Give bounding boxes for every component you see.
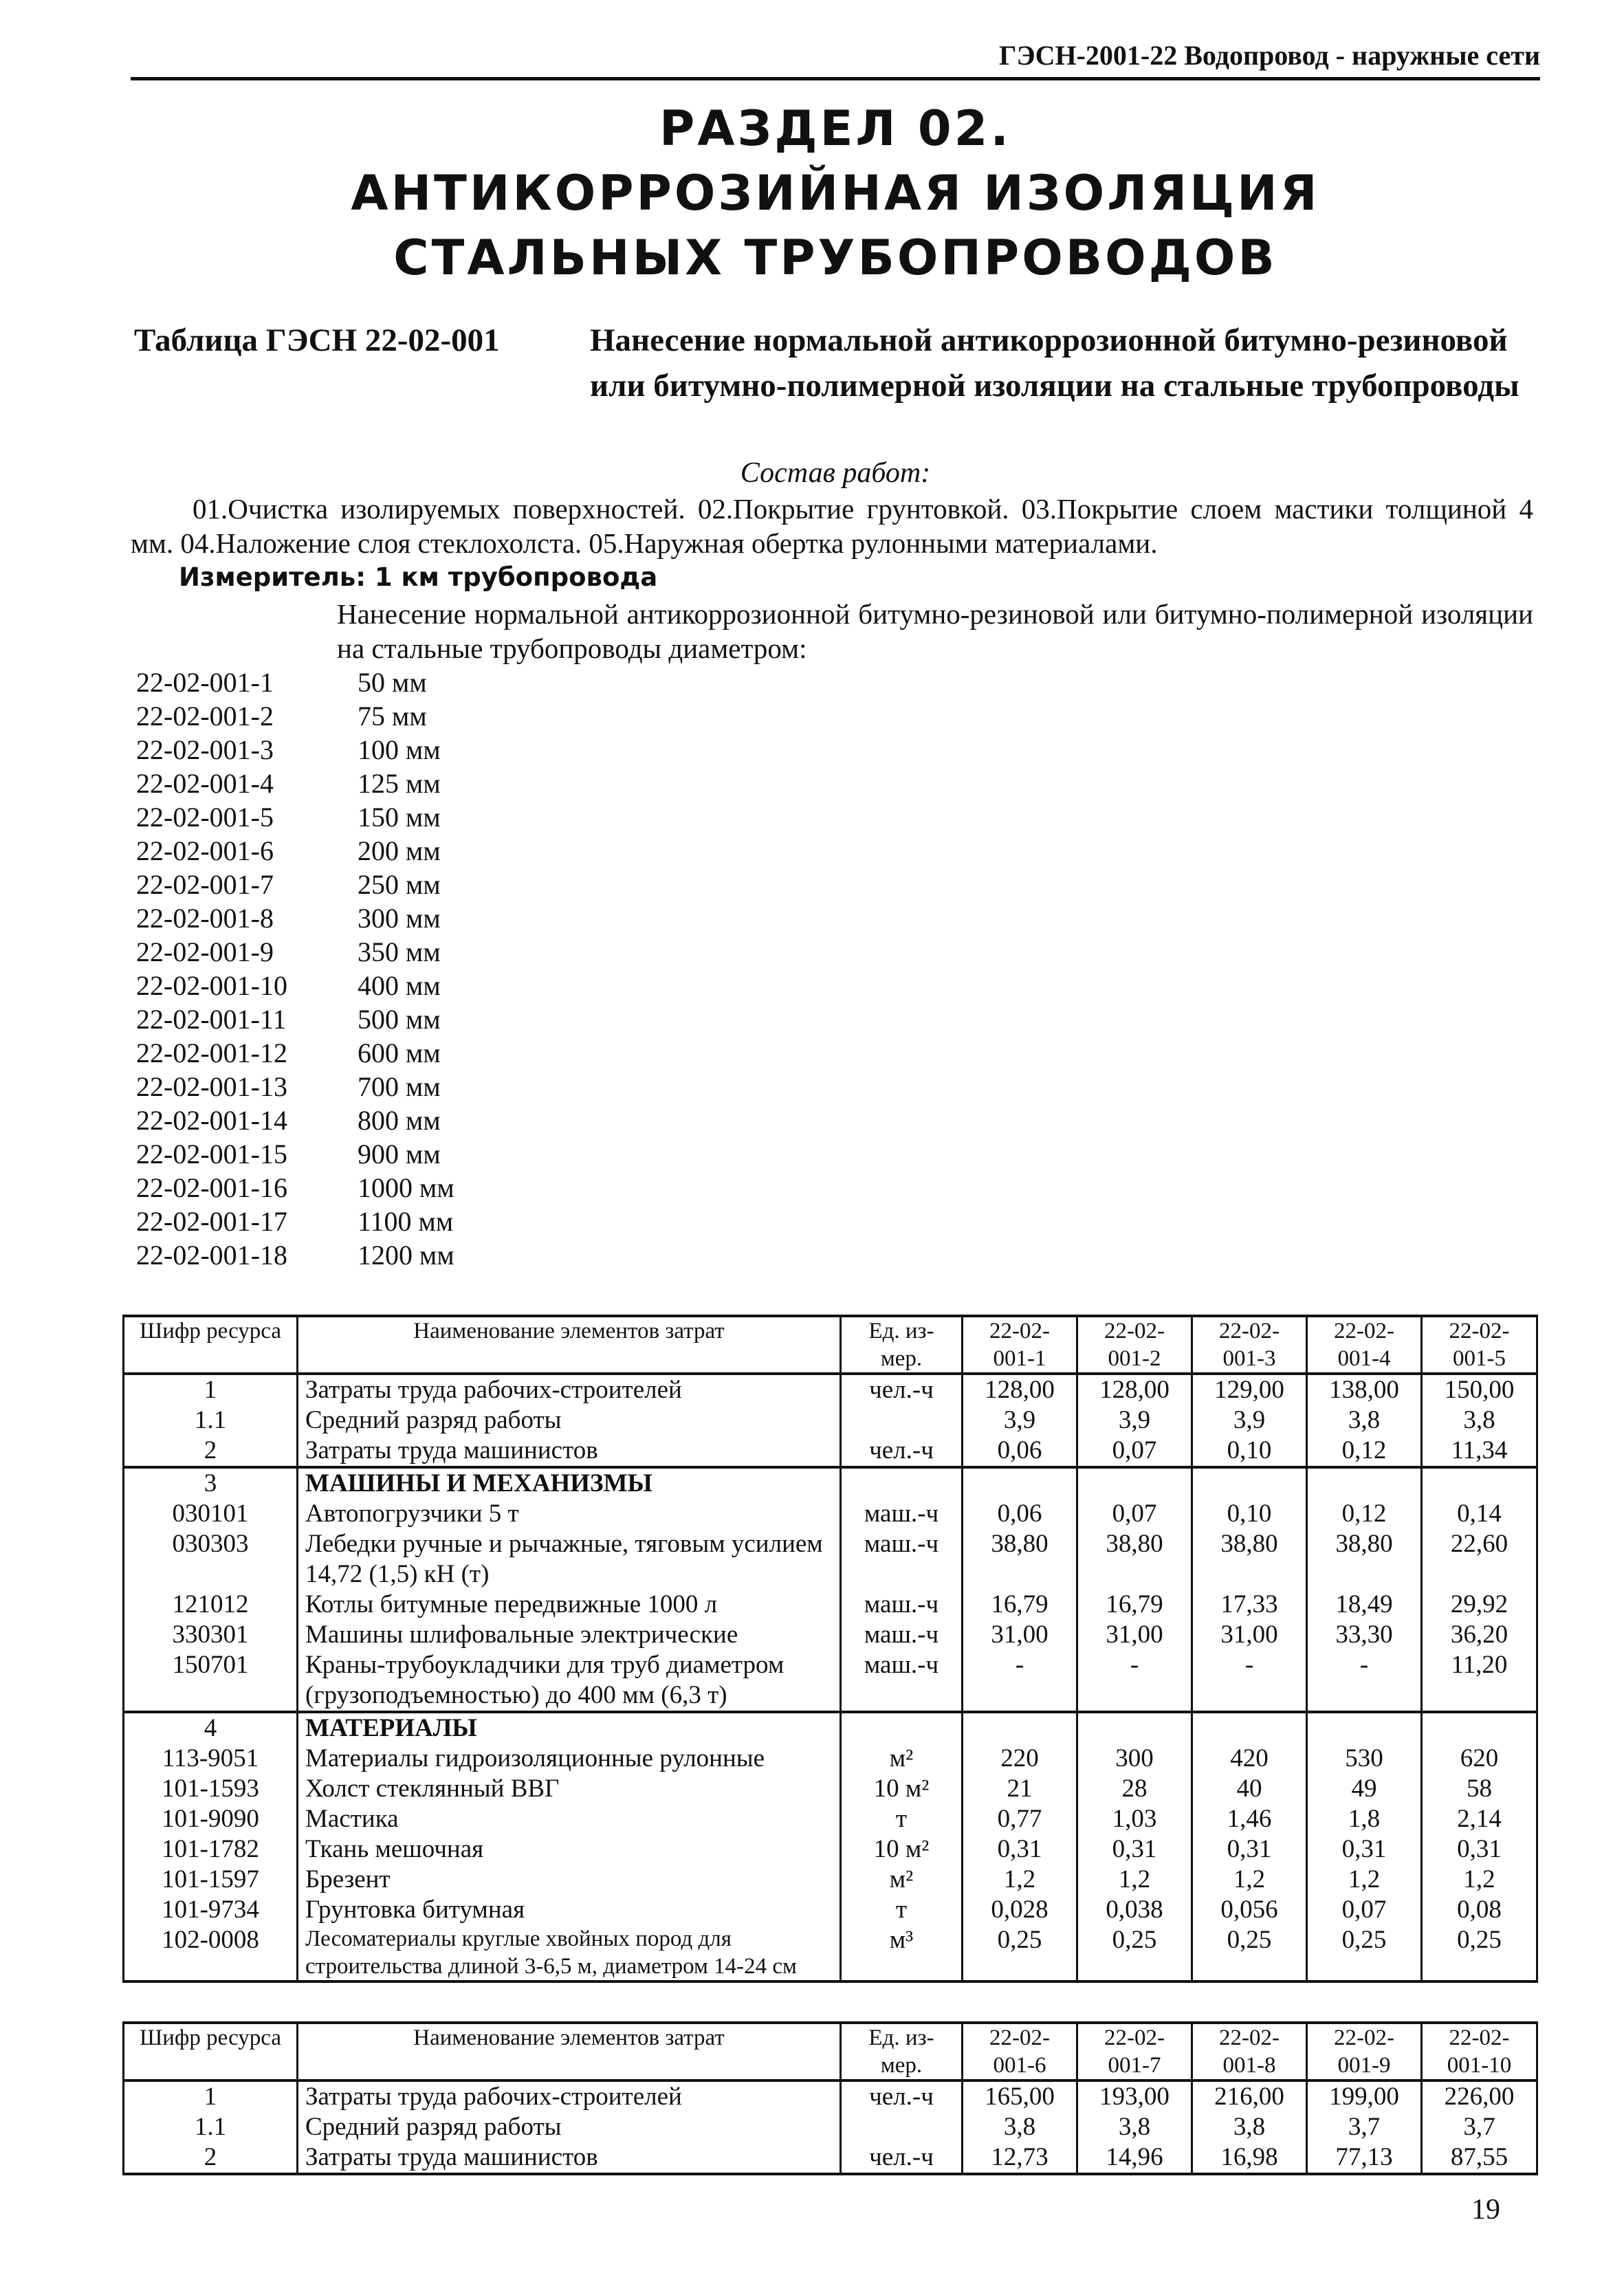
norm-value: - xyxy=(1192,1650,1307,1712)
composition-text: 01.Очистка изолируемых поверхностей. 02.Покрытие грунтовкой. 03.Покрытие слоем мастики толщиной 4 мм. 04.Наложение слоя стеклохолста. 05.Наружная обертка рулонными материалами. xyxy=(131,493,1533,559)
cost-element: МАШИНЫ И МЕХАНИЗМЫ xyxy=(298,1467,841,1499)
code-list xyxy=(136,666,686,1272)
norm-value: 3,9 xyxy=(1192,1405,1307,1436)
resource-code: 101-1597 xyxy=(124,1865,298,1895)
pipe-diameter: 300 мм xyxy=(358,903,441,934)
pipe-diameter: 1100 мм xyxy=(358,1206,454,1237)
pipe-diameter: 100 мм xyxy=(358,734,441,765)
table-header-row xyxy=(124,1316,1537,1374)
unit: маш.-ч xyxy=(841,1620,963,1650)
norm-value: 3,7 xyxy=(1422,2112,1537,2142)
norm-value: 3,8 xyxy=(1192,2112,1307,2142)
norm-value xyxy=(1422,1467,1537,1499)
norm-value: 0,31 xyxy=(1192,1834,1307,1865)
norm-value: 11,34 xyxy=(1422,1436,1537,1467)
pipe-diameter: 700 мм xyxy=(358,1071,441,1102)
code-number: 22-02-001-13 xyxy=(136,1071,287,1102)
norm-value: 1,2 xyxy=(1077,1865,1192,1895)
table-header-row xyxy=(124,2023,1537,2080)
column-header: 22-02-001-5 xyxy=(1422,1316,1537,1374)
norm-value: 0,31 xyxy=(1422,1834,1537,1865)
resource-code: 1 xyxy=(124,1374,298,1405)
code-number: 22-02-001-14 xyxy=(136,1105,287,1136)
pipe-diameter: 350 мм xyxy=(358,936,441,967)
column-header: 22-02-001-7 xyxy=(1077,2023,1192,2080)
unit: м² xyxy=(841,1865,963,1895)
table-row xyxy=(124,1865,1537,1895)
cost-element: Затраты труда рабочих-строителей xyxy=(298,2080,841,2112)
table-row xyxy=(124,1374,1537,1405)
norm-value: 165,00 xyxy=(963,2080,1077,2112)
norm-value: 36,20 xyxy=(1422,1620,1537,1650)
norm-value: 216,00 xyxy=(1192,2080,1307,2112)
norm-value: 58 xyxy=(1422,1774,1537,1804)
norm-value: 0,77 xyxy=(963,1804,1077,1834)
norm-value: 3,9 xyxy=(1077,1405,1192,1436)
table-row xyxy=(124,1405,1537,1436)
codes-intro: Нанесение нормальной антикоррозионной битумно-резиновой или битумно-полимерной изоляции на стальные трубопроводы диаметром: xyxy=(337,598,1533,664)
pipe-diameter: 200 мм xyxy=(358,835,441,866)
cost-element: Затраты труда рабочих-строителей xyxy=(298,1374,841,1405)
code-number: 22-02-001-8 xyxy=(136,903,274,934)
unit: чел.-ч xyxy=(841,1374,963,1405)
pipe-diameter: 900 мм xyxy=(358,1139,441,1170)
norm-value: 1,2 xyxy=(963,1865,1077,1895)
code-number: 22-02-001-6 xyxy=(136,835,274,866)
norm-value: 3,8 xyxy=(1422,1405,1537,1436)
norm-value: 0,12 xyxy=(1307,1436,1422,1467)
cost-element: Машины шлифовальные электрические xyxy=(298,1620,841,1650)
resource-code: 102-0008 xyxy=(124,1925,298,1981)
code-list-item xyxy=(136,666,686,699)
table-row xyxy=(124,1895,1537,1925)
code-list-item xyxy=(136,1103,686,1137)
norm-value: 0,12 xyxy=(1307,1499,1422,1529)
running-header: ГЭСН-2001-22 Водопровод - наружные сети xyxy=(131,34,1540,80)
resource-code: 101-1782 xyxy=(124,1834,298,1865)
code-list-item xyxy=(136,1171,686,1205)
unit: маш.-ч xyxy=(841,1499,963,1529)
norm-value: 1,2 xyxy=(1192,1865,1307,1895)
unit: м² xyxy=(841,1744,963,1774)
norm-value: 1,2 xyxy=(1422,1865,1537,1895)
unit: маш.-ч xyxy=(841,1529,963,1590)
resource-code: 1.1 xyxy=(124,2112,298,2142)
section-title-line-3: СТАЛЬНЫХ ТРУБОПРОВОДОВ xyxy=(393,230,1277,286)
unit: маш.-ч xyxy=(841,1650,963,1712)
column-header: Ед. из-мер. xyxy=(841,2023,963,2080)
norm-value: 3,8 xyxy=(963,2112,1077,2142)
resource-code: 030303 xyxy=(124,1529,298,1590)
cost-element: Котлы битумные передвижные 1000 л xyxy=(298,1590,841,1620)
unit: чел.-ч xyxy=(841,2142,963,2174)
cost-element: Лесоматериалы круглые хвойных пород для строительства длиной 3-6,5 м, диаметром 14-24 см xyxy=(298,1925,841,1981)
norm-value: 220 xyxy=(963,1744,1077,1774)
unit xyxy=(841,2112,963,2142)
norm-value: 3,7 xyxy=(1307,2112,1422,2142)
norm-value: 0,028 xyxy=(963,1895,1077,1925)
table-row xyxy=(124,1620,1537,1650)
norm-value: 0,07 xyxy=(1307,1895,1422,1925)
code-number: 22-02-001-15 xyxy=(136,1139,287,1170)
norm-value: 38,80 xyxy=(1192,1529,1307,1590)
resource-code: 2 xyxy=(124,1436,298,1467)
norm-value: 620 xyxy=(1422,1744,1537,1774)
table-row xyxy=(124,1529,1537,1590)
norm-value: 16,79 xyxy=(963,1590,1077,1620)
table-row xyxy=(124,2142,1537,2174)
cost-element: Затраты труда машинистов xyxy=(298,1436,841,1467)
norm-value xyxy=(1077,1467,1192,1499)
norm-value: 128,00 xyxy=(1077,1374,1192,1405)
column-header: 22-02-001-9 xyxy=(1307,2023,1422,2080)
resource-code: 101-9734 xyxy=(124,1895,298,1925)
norm-value: 21 xyxy=(963,1774,1077,1804)
norm-value xyxy=(1307,1467,1422,1499)
norm-value: 1,03 xyxy=(1077,1804,1192,1834)
norm-value: 40 xyxy=(1192,1774,1307,1804)
table-row xyxy=(124,1590,1537,1620)
norm-value xyxy=(1192,1712,1307,1744)
cost-element: Затраты труда машинистов xyxy=(298,2142,841,2174)
unit xyxy=(841,1467,963,1499)
table-row xyxy=(124,1925,1537,1981)
norm-value: 1,46 xyxy=(1192,1804,1307,1834)
norm-value: 33,30 xyxy=(1307,1620,1422,1650)
cost-element: Автопогрузчики 5 т xyxy=(298,1499,841,1529)
norm-value: 0,14 xyxy=(1422,1499,1537,1529)
table-row xyxy=(124,1744,1537,1774)
composition-label: Состав работ: xyxy=(740,457,931,489)
norm-value: 29,92 xyxy=(1422,1590,1537,1620)
column-header: 22-02-001-8 xyxy=(1192,2023,1307,2080)
code-number: 22-02-001-12 xyxy=(136,1037,287,1068)
measure-unit: Измеритель: 1 км трубопровода xyxy=(179,562,658,592)
norm-value: 77,13 xyxy=(1307,2142,1422,2174)
code-list-item xyxy=(136,969,686,1002)
norm-value: 150,00 xyxy=(1422,1374,1537,1405)
resource-code: 030101 xyxy=(124,1499,298,1529)
norm-value: 28 xyxy=(1077,1774,1192,1804)
column-header: Шифр ресурса xyxy=(124,2023,298,2080)
norm-value: 87,55 xyxy=(1422,2142,1537,2174)
norm-value: 0,31 xyxy=(1077,1834,1192,1865)
resource-table-2 xyxy=(122,2021,1538,2175)
pipe-diameter: 600 мм xyxy=(358,1037,441,1068)
pipe-diameter: 500 мм xyxy=(358,1004,441,1035)
unit: м³ xyxy=(841,1925,963,1981)
norm-value: 49 xyxy=(1307,1774,1422,1804)
norm-value: 11,20 xyxy=(1422,1650,1537,1712)
unit: т xyxy=(841,1895,963,1925)
section-title-line-1: РАЗДЕЛ 02. xyxy=(659,100,1011,157)
resource-code: 113-9051 xyxy=(124,1744,298,1774)
norm-value: 3,8 xyxy=(1077,2112,1192,2142)
norm-value: 0,25 xyxy=(1077,1925,1192,1981)
table-row xyxy=(124,1650,1537,1712)
table-row xyxy=(124,1774,1537,1804)
norm-value: - xyxy=(1077,1650,1192,1712)
code-list-item xyxy=(136,901,686,935)
pipe-diameter: 400 мм xyxy=(358,970,441,1001)
code-list-item xyxy=(136,1238,686,1272)
code-list-item xyxy=(136,1070,686,1103)
norm-value: 420 xyxy=(1192,1744,1307,1774)
table-title: Нанесение нормальной антикоррозионной битумно-резиновой или битумно-полимерной изоляции на стальные трубопроводы xyxy=(590,322,1519,404)
code-list-item xyxy=(136,767,686,800)
resource-code: 330301 xyxy=(124,1620,298,1650)
norm-value: - xyxy=(1307,1650,1422,1712)
resource-code: 150701 xyxy=(124,1650,298,1712)
table-row xyxy=(124,2112,1537,2142)
norm-value: 193,00 xyxy=(1077,2080,1192,2112)
norm-value: 1,8 xyxy=(1307,1804,1422,1834)
norm-value: 0,25 xyxy=(1422,1925,1537,1981)
cost-element: Средний разряд работы xyxy=(298,1405,841,1436)
cost-element: Материалы гидроизоляционные рулонные xyxy=(298,1744,841,1774)
norm-value: 16,79 xyxy=(1077,1590,1192,1620)
norm-value: 3,8 xyxy=(1307,1405,1422,1436)
code-list-item xyxy=(136,935,686,969)
norm-value: 226,00 xyxy=(1422,2080,1537,2112)
norm-value: 31,00 xyxy=(1077,1620,1192,1650)
resource-code: 1.1 xyxy=(124,1405,298,1436)
table-row xyxy=(124,1499,1537,1529)
resource-code: 101-1593 xyxy=(124,1774,298,1804)
norm-value: 38,80 xyxy=(1307,1529,1422,1590)
unit: 10 м² xyxy=(841,1834,963,1865)
norm-value: 12,73 xyxy=(963,2142,1077,2174)
table-row xyxy=(124,2080,1537,2112)
norm-value: 530 xyxy=(1307,1744,1422,1774)
page-number: 19 xyxy=(1471,2194,1500,2226)
norm-value: 0,25 xyxy=(963,1925,1077,1981)
column-header: 22-02-001-3 xyxy=(1192,1316,1307,1374)
code-number: 22-02-001-9 xyxy=(136,936,274,967)
code-list-item xyxy=(136,868,686,901)
norm-value: - xyxy=(963,1650,1077,1712)
cost-element: Брезент xyxy=(298,1865,841,1895)
section-title-line-2: АНТИКОРРОЗИЙНАЯ ИЗОЛЯЦИЯ xyxy=(351,165,1320,221)
code-list-item xyxy=(136,1036,686,1070)
pipe-diameter: 1200 мм xyxy=(358,1240,454,1271)
norm-value: 199,00 xyxy=(1307,2080,1422,2112)
code-list-item xyxy=(136,1002,686,1036)
norm-value: 300 xyxy=(1077,1744,1192,1774)
pipe-diameter: 250 мм xyxy=(358,869,441,900)
code-number: 22-02-001-11 xyxy=(136,1004,287,1035)
unit: т xyxy=(841,1804,963,1834)
norm-value: 138,00 xyxy=(1307,1374,1422,1405)
column-header: 22-02-001-10 xyxy=(1422,2023,1537,2080)
norm-value xyxy=(1077,1712,1192,1744)
norm-value: 0,10 xyxy=(1192,1499,1307,1529)
norm-value: 22,60 xyxy=(1422,1529,1537,1590)
norm-value: 0,10 xyxy=(1192,1436,1307,1467)
table-row xyxy=(124,1467,1537,1499)
norm-value: 0,07 xyxy=(1077,1436,1192,1467)
norm-value: 1,2 xyxy=(1307,1865,1422,1895)
cost-element: Средний разряд работы xyxy=(298,2112,841,2142)
pipe-diameter: 150 мм xyxy=(358,802,441,833)
code-number: 22-02-001-7 xyxy=(136,869,274,900)
code-list-item xyxy=(136,834,686,868)
column-header: Ед. из-мер. xyxy=(841,1316,963,1374)
unit: 10 м² xyxy=(841,1774,963,1804)
resource-code: 2 xyxy=(124,2142,298,2174)
cost-element: Ткань мешочная xyxy=(298,1834,841,1865)
norm-value xyxy=(1307,1712,1422,1744)
resource-code: 4 xyxy=(124,1712,298,1744)
norm-value xyxy=(963,1712,1077,1744)
norm-value: 0,056 xyxy=(1192,1895,1307,1925)
column-header: Наименование элементов затрат xyxy=(298,2023,841,2080)
norm-value xyxy=(963,1467,1077,1499)
norm-value: 14,96 xyxy=(1077,2142,1192,2174)
column-header: Наименование элементов затрат xyxy=(298,1316,841,1374)
resource-table-1 xyxy=(122,1315,1538,1983)
cost-element: Краны-трубоукладчики для труб диаметром (грузоподъемностью) до 400 мм (6,3 т) xyxy=(298,1650,841,1712)
norm-value: 17,33 xyxy=(1192,1590,1307,1620)
norm-value: 0,06 xyxy=(963,1436,1077,1467)
column-header: Шифр ресурса xyxy=(124,1316,298,1374)
resource-code: 121012 xyxy=(124,1590,298,1620)
norm-value xyxy=(1422,1712,1537,1744)
code-number: 22-02-001-17 xyxy=(136,1206,287,1237)
table-row xyxy=(124,1834,1537,1865)
pipe-diameter: 75 мм xyxy=(358,701,427,732)
code-list-item xyxy=(136,800,686,834)
norm-value: 129,00 xyxy=(1192,1374,1307,1405)
code-list-item xyxy=(136,699,686,733)
unit xyxy=(841,1712,963,1744)
norm-value: 0,25 xyxy=(1192,1925,1307,1981)
resource-code: 1 xyxy=(124,2080,298,2112)
unit xyxy=(841,1405,963,1436)
norm-value: 31,00 xyxy=(1192,1620,1307,1650)
code-number: 22-02-001-16 xyxy=(136,1172,287,1203)
cost-element: Грунтовка битумная xyxy=(298,1895,841,1925)
norm-value: 0,08 xyxy=(1422,1895,1537,1925)
resource-code: 101-9090 xyxy=(124,1804,298,1834)
norm-value: 16,98 xyxy=(1192,2142,1307,2174)
code-number: 22-02-001-4 xyxy=(136,768,274,799)
norm-value: 0,038 xyxy=(1077,1895,1192,1925)
norm-value: 38,80 xyxy=(1077,1529,1192,1590)
column-header: 22-02-001-2 xyxy=(1077,1316,1192,1374)
norm-value xyxy=(1192,1467,1307,1499)
code-list-item xyxy=(136,1137,686,1171)
norm-value: 128,00 xyxy=(963,1374,1077,1405)
code-number: 22-02-001-10 xyxy=(136,970,287,1001)
table-row xyxy=(124,1712,1537,1744)
code-number: 22-02-001-3 xyxy=(136,734,274,765)
norm-value: 0,25 xyxy=(1307,1925,1422,1981)
cost-element: Мастика xyxy=(298,1804,841,1834)
norm-value: 0,06 xyxy=(963,1499,1077,1529)
table-row xyxy=(124,1804,1537,1834)
norm-value: 31,00 xyxy=(963,1620,1077,1650)
pipe-diameter: 800 мм xyxy=(358,1105,441,1136)
cost-element: Холст стеклянный ВВГ xyxy=(298,1774,841,1804)
pipe-diameter: 125 мм xyxy=(358,768,441,799)
resource-code: 3 xyxy=(124,1467,298,1499)
unit: маш.-ч xyxy=(841,1590,963,1620)
norm-value: 2,14 xyxy=(1422,1804,1537,1834)
column-header: 22-02-001-6 xyxy=(963,2023,1077,2080)
norm-value: 3,9 xyxy=(963,1405,1077,1436)
code-number: 22-02-001-5 xyxy=(136,802,274,833)
norm-value: 0,07 xyxy=(1077,1499,1192,1529)
unit: чел.-ч xyxy=(841,2080,963,2112)
table-label: Таблица ГЭСН 22-02-001 xyxy=(134,322,500,358)
code-list-item xyxy=(136,1205,686,1238)
code-list-item xyxy=(136,733,686,767)
cost-element: МАТЕРИАЛЫ xyxy=(298,1712,841,1744)
code-number: 22-02-001-1 xyxy=(136,667,274,698)
table-row xyxy=(124,1436,1537,1467)
column-header: 22-02-001-4 xyxy=(1307,1316,1422,1374)
pipe-diameter: 50 мм xyxy=(358,667,427,698)
code-number: 22-02-001-2 xyxy=(136,701,274,732)
norm-value: 38,80 xyxy=(963,1529,1077,1590)
code-number: 22-02-001-18 xyxy=(136,1240,287,1271)
norm-value: 0,31 xyxy=(963,1834,1077,1865)
pipe-diameter: 1000 мм xyxy=(358,1172,454,1203)
column-header: 22-02-001-1 xyxy=(963,1316,1077,1374)
unit: чел.-ч xyxy=(841,1436,963,1467)
norm-value: 18,49 xyxy=(1307,1590,1422,1620)
norm-value: 0,31 xyxy=(1307,1834,1422,1865)
cost-element: Лебедки ручные и рычажные, тяговым усилием 14,72 (1,5) кН (т) xyxy=(298,1529,841,1590)
section-title xyxy=(131,96,1540,290)
